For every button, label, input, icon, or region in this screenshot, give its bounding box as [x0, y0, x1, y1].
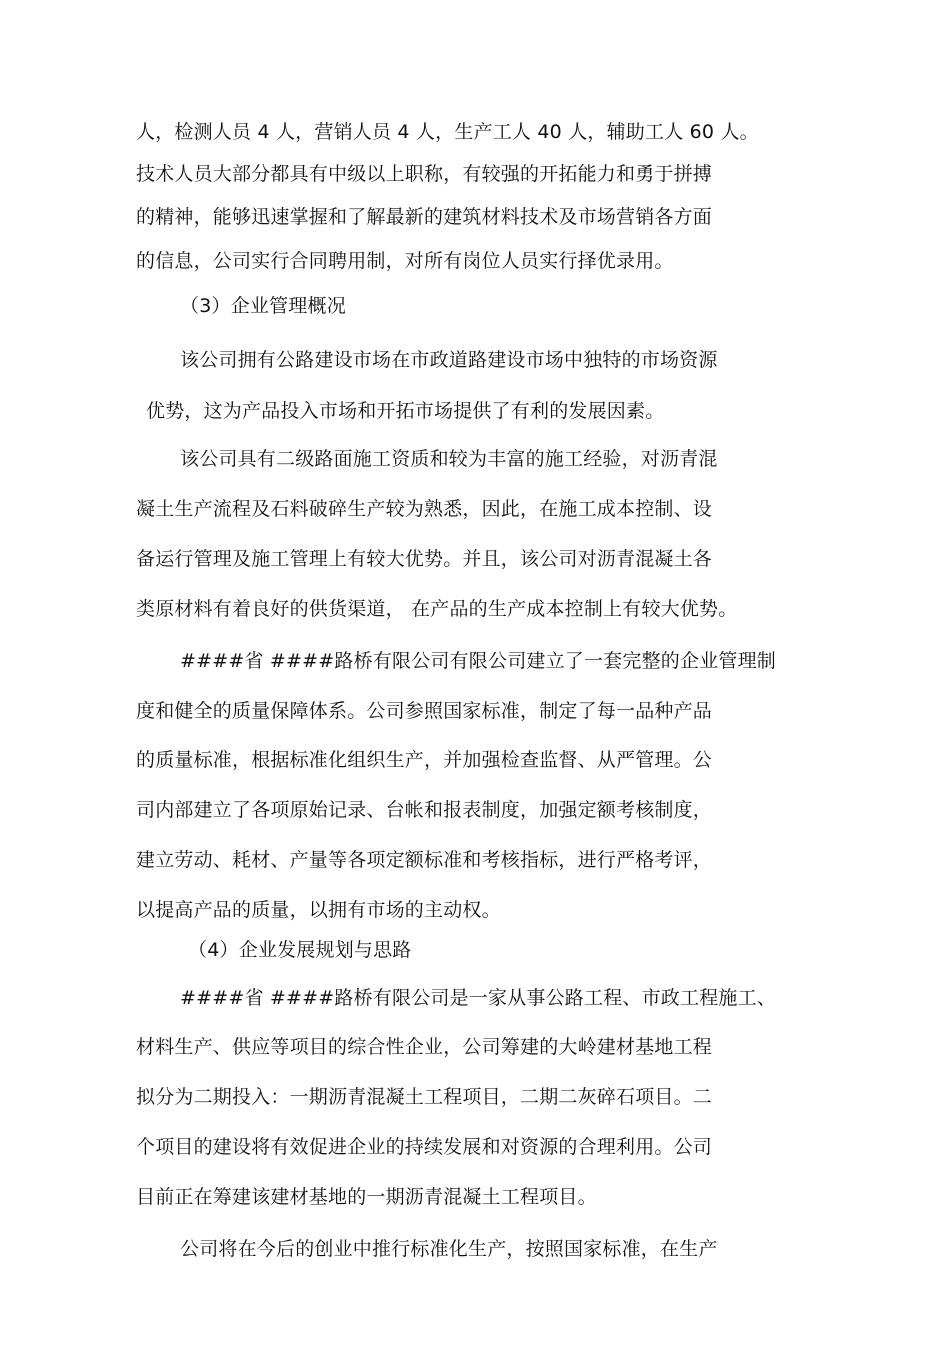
text-line: 该公司拥有公路建设市场在市政道路建设市场中独特的市场资源	[180, 349, 718, 371]
text-line: 司内部建立了各项原始记录、台帐和报表制度，加强定额考核制度，	[136, 799, 713, 821]
text-line: 技术人员大部分都具有中级以上职称，有较强的开拓能力和勇于拼搏	[136, 163, 713, 185]
text-line: 个项目的建设将有效促进企业的持续发展和对资源的合理利用。公司	[136, 1136, 713, 1158]
text-line: 备运行管理及施工管理上有较大优势。并且，该公司对沥青混凝土各	[136, 548, 713, 570]
text-line: 公司将在今后的创业中推行标准化生产，按照国家标准，在生产	[180, 1238, 718, 1260]
text-line: 的质量标准，根据标准化组织生产，并加强检查监督、从严管理。公	[136, 749, 713, 771]
text-line: ####省 ####路桥有限公司有限公司建立了一套完整的企业管理制	[180, 650, 777, 672]
text-line: 建立劳动、耗材、产量等各项定额标准和考核指标，进行严格考评，	[136, 849, 713, 871]
text-line: 凝土生产流程及石料破碎生产较为熟悉，因此，在施工成本控制、设	[136, 498, 713, 520]
text-line: ####省 ####路桥有限公司是一家从事公路工程、市政工程施工、	[180, 987, 777, 1009]
text-line: 类原材料有着良好的供货渠道， 在产品的生产成本控制上有较大优势。	[136, 598, 738, 620]
text-line: 度和健全的质量保障体系。公司参照国家标准，制定了每一品种产品	[136, 700, 713, 722]
text-line: 的信息，公司实行合同聘用制，对所有岗位人员实行择优录用。	[136, 250, 674, 272]
text-line: 该公司具有二级路面施工资质和较为丰富的施工经验，对沥青混	[180, 448, 718, 470]
text-line: 人，检测人员 4 人，营销人员 4 人，生产工人 40 人，辅助工人 60 人。	[136, 121, 759, 143]
text-line: 材料生产、供应等项目的综合性企业，公司筹建的大岭建材基地工程	[136, 1036, 713, 1058]
text-line: 以提高产品的质量，以拥有市场的主动权。	[136, 899, 501, 921]
text-line: 的精神，能够迅速掌握和了解最新的建筑材料技术及市场营销各方面	[136, 206, 713, 228]
section-heading: （4）企业发展规划与思路	[188, 939, 412, 961]
section-heading: （3）企业管理概况	[180, 295, 346, 317]
text-line: 优势，这为产品投入市场和开拓市场提供了有利的发展因素。	[146, 400, 665, 422]
text-line: 目前正在筹建该建材基地的一期沥青混凝土工程项目。	[136, 1186, 597, 1208]
text-line: 拟分为二期投入：一期沥青混凝土工程项目，二期二灰碎石项目。二	[136, 1086, 713, 1108]
